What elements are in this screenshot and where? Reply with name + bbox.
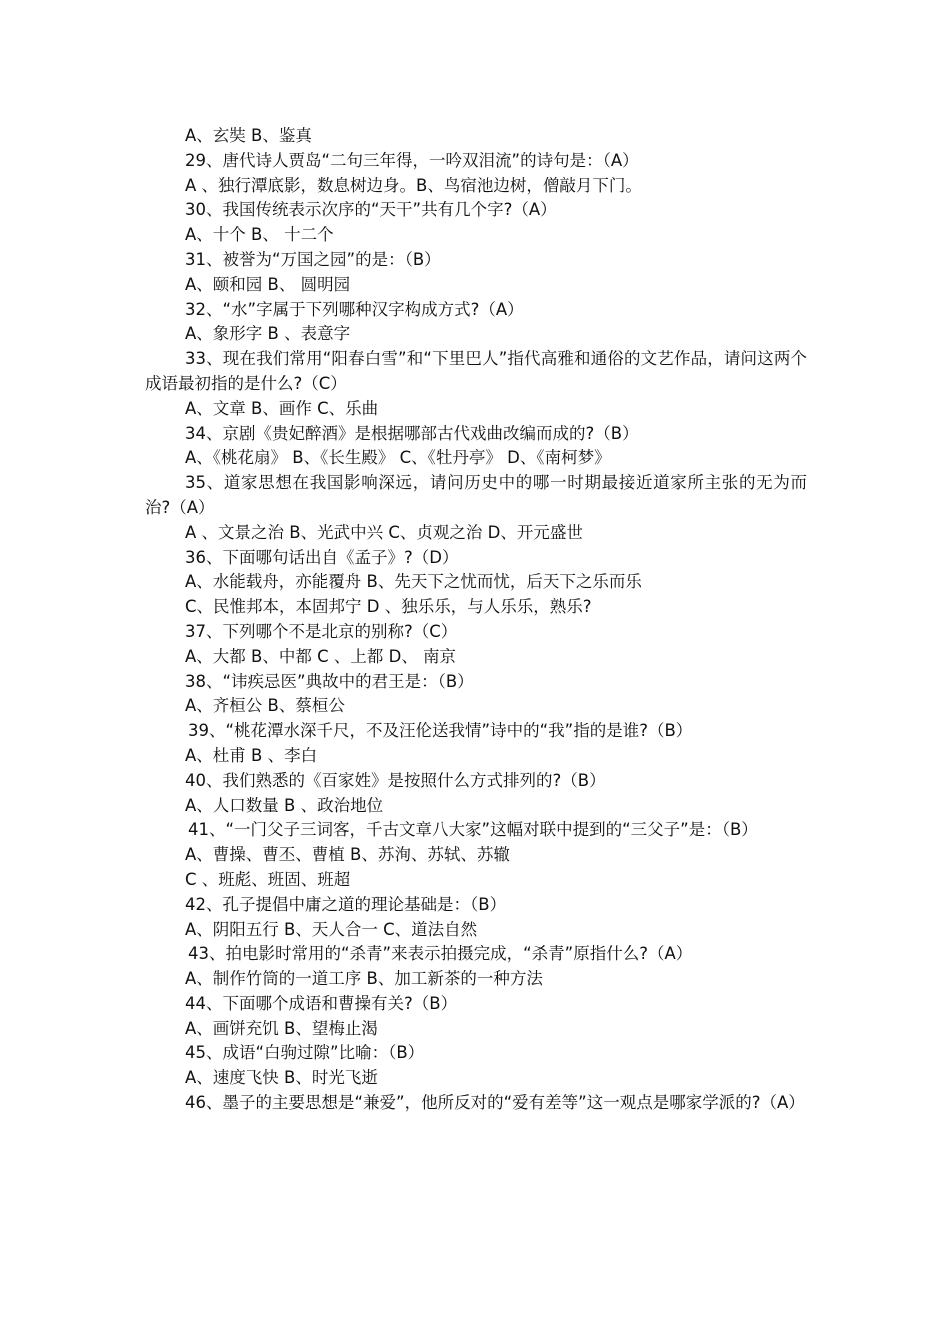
question-39: 39、“桃花潭水深千尺，不及汪伦送我情”诗中的“我”指的是谁?（B） xyxy=(188,721,693,741)
question-38: 38、“讳疾忌医”典故中的君王是：（B） xyxy=(185,671,474,691)
answer-options-39: A、杜甫 B 、李白 xyxy=(185,745,318,765)
answer-options-35: A 、文景之治 B、光武中兴 C、贞观之治 D、开元盛世 xyxy=(185,522,583,542)
answer-options-36-cd: C、民惟邦本，本固邦宁 D 、独乐乐，与人乐乐，熟乐? xyxy=(185,597,592,617)
answer-options-32: A、象形字 B 、表意字 xyxy=(185,324,351,344)
question-46: 46、墨子的主要思想是“兼爱”，他所反对的“爱有差等”这一观点是哪家学派的?（A） xyxy=(185,1093,805,1113)
question-43: 43、拍电影时常用的“杀青”来表示拍摄完成，“杀青”原指什么?（A） xyxy=(188,944,693,964)
question-31: 31、被誉为“万国之园”的是：（B） xyxy=(185,249,441,269)
answer-options-38: A、齐桓公 B、蔡桓公 xyxy=(185,696,345,716)
question-40: 40、我们熟悉的《百家姓》是按照什么方式排列的?（B） xyxy=(185,770,606,790)
question-37: 37、下列哪个不是北京的别称?（C） xyxy=(185,621,458,641)
question-36: 36、下面哪句话出自《孟子》?（D） xyxy=(185,547,459,567)
answer-options-37: A、大都 B、中都 C 、上都 D、 南京 xyxy=(185,646,457,666)
question-34: 34、京剧《贵妃醉酒》是根据哪部古代戏曲改编而成的?（B） xyxy=(185,423,639,443)
question-42: 42、孔子提倡中庸之道的理论基础是：（B） xyxy=(185,894,507,914)
answer-options-40: A、人口数量 B 、政治地位 xyxy=(185,795,384,815)
answer-options-42: A、阴阳五行 B、天人合一 C、道法自然 xyxy=(185,919,478,939)
answer-options-30: A、十个 B、 十二个 xyxy=(185,225,334,245)
answer-options-44: A、画饼充饥 B、望梅止渴 xyxy=(185,1018,378,1038)
answer-options-45: A、速度飞快 B、时光飞逝 xyxy=(185,1068,378,1088)
answer-options-33: A、文章 B、画作 C、乐曲 xyxy=(185,398,379,418)
answer-options-34: A、《桃花扇》 B、《长生殿》 C、《牡丹亭》 D、《南柯梦》 xyxy=(185,448,611,468)
question-33: 33、现在我们常用“阳春白雪”和“下里巴人”指代高雅和通俗的文艺作品，请问这两个成语最初指的是什么?（C） xyxy=(145,349,807,393)
answer-options-43: A、制作竹筒的一道工序 B、加工新茶的一种方法 xyxy=(185,969,543,989)
question-41: 41、“一门父子三词客，千古文章八大家”这幅对联中提到的“三父子”是：（B） xyxy=(188,820,758,840)
question-35: 35、道家思想在我国影响深远，请问历史中的哪一时期最接近道家所主张的无为而治?（A） xyxy=(145,473,807,517)
answer-options-28: A、玄奘 B、鉴真 xyxy=(185,126,312,145)
document-body xyxy=(145,124,807,1116)
question-30: 30、我国传统表示次序的“天干”共有几个字?（A） xyxy=(185,200,557,220)
answer-options-36-ab: A、水能载舟，亦能覆舟 B、先天下之忧而忧，后天下之乐而乐 xyxy=(185,572,642,592)
answer-options-31: A、颐和园 B、 圆明园 xyxy=(185,274,351,294)
question-45: 45、成语“白驹过隙”比喻：（B） xyxy=(185,1043,425,1063)
question-32: 32、“水”字属于下列哪种汉字构成方式?（A） xyxy=(185,299,524,319)
answer-options-41-ab: A、曹操、曹丕、曹植 B、苏洵、苏轼、苏辙 xyxy=(185,845,510,865)
question-44: 44、下面哪个成语和曹操有关?（B） xyxy=(185,993,458,1013)
question-29: 29、唐代诗人贾岛“二句三年得，一吟双泪流”的诗句是：（A） xyxy=(185,150,639,170)
answer-options-41-c: C 、班彪、班固、班超 xyxy=(185,869,351,889)
answer-options-29: A 、独行潭底影，数息树边身。B、鸟宿池边树，僧敲月下门。 xyxy=(185,175,642,195)
